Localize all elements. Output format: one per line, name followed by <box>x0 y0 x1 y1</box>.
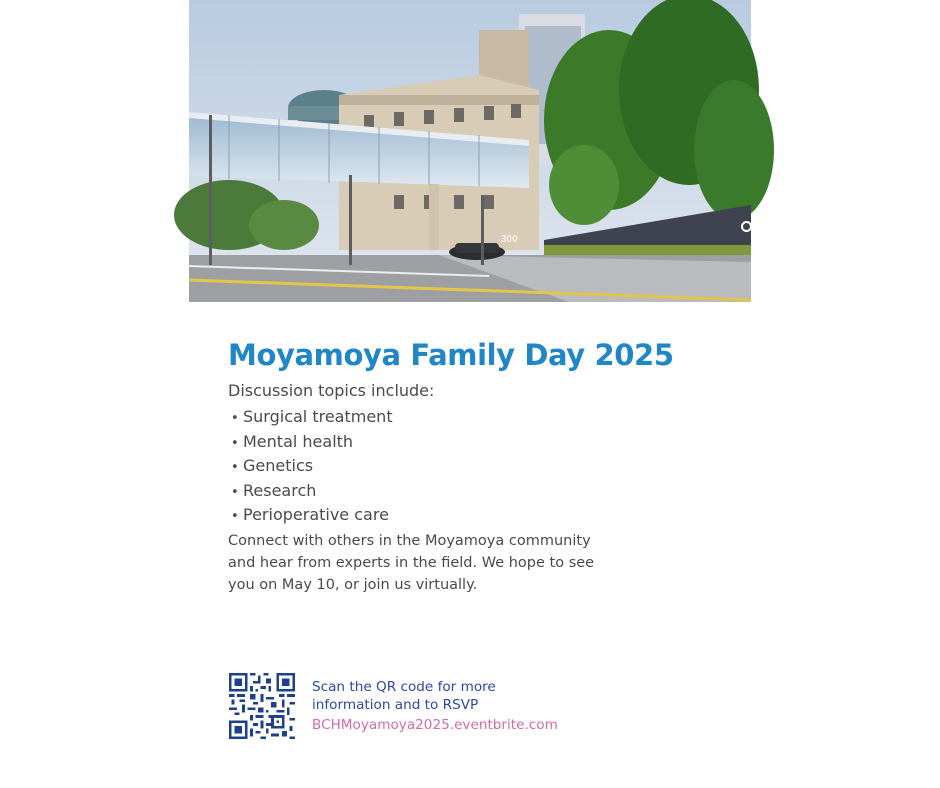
qr-code-icon[interactable] <box>229 673 295 739</box>
topic-item <box>231 432 393 457</box>
topics-intro: Discussion topics include: <box>228 381 435 400</box>
rsvp-link[interactable]: BCHMoyamoya2025.eventbrite.com <box>312 717 558 733</box>
hospital-illustration <box>189 0 751 302</box>
topic-label: Genetics <box>243 456 314 476</box>
qr-instructions: Scan the QR code for more information and to RSVP <box>312 679 496 713</box>
topic-item <box>231 456 393 481</box>
topic-item <box>231 407 393 432</box>
qr-code-graphic <box>229 673 295 739</box>
hospital-photo <box>189 0 940 302</box>
hospital-logo-icon <box>741 221 752 232</box>
topic-label: Perioperative care <box>243 505 389 525</box>
bullet-icon: • <box>231 411 239 426</box>
event-description: Connect with others in the Moyamoya community and hear from experts in the field. We hope to see you on May 10, or join us virtually. <box>228 533 595 593</box>
bullet-icon: • <box>231 484 239 500</box>
bullet-icon: • <box>231 509 239 525</box>
topic-label: Mental health <box>243 431 354 451</box>
bullet-icon: • <box>231 460 239 476</box>
topics-list <box>231 407 393 530</box>
event-title: Moyamoya Family Day 2025 <box>228 338 674 372</box>
bullet-icon: • <box>231 435 239 451</box>
topic-label: Surgical treatment <box>243 407 393 426</box>
building-number: 300 <box>501 234 518 245</box>
hospital-sign-text: Boston Children's Hospital <box>755 218 940 235</box>
topic-item <box>231 481 393 506</box>
hospital-sign <box>741 218 940 238</box>
topic-item <box>231 505 393 530</box>
topic-label: Research <box>243 480 317 500</box>
